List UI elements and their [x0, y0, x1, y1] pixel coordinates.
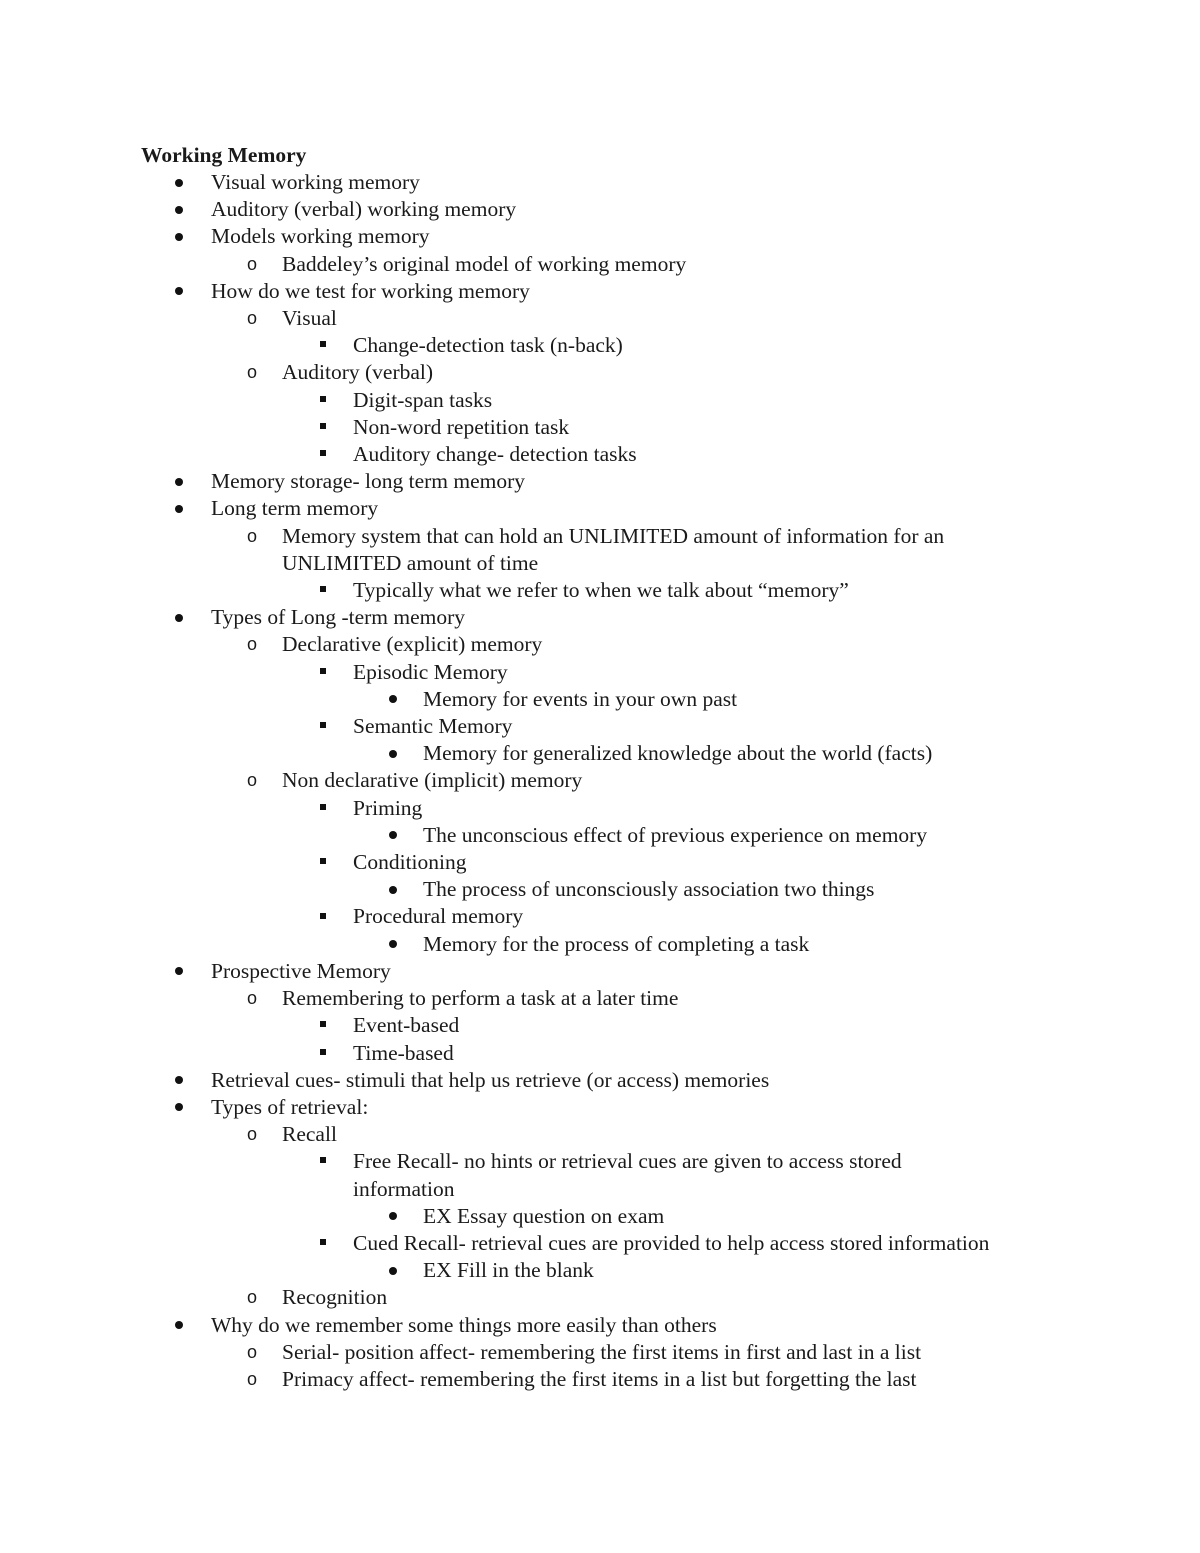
list-item-text: EX Fill in the blank — [423, 1258, 594, 1283]
square-bullet-icon — [316, 903, 330, 930]
list-item — [141, 387, 1101, 414]
list-item-text: Semantic Memory — [353, 714, 513, 739]
circle-bullet-icon: o — [246, 525, 257, 546]
square-bullet-icon — [316, 1148, 330, 1175]
list-item — [141, 1148, 1101, 1175]
list-item — [141, 659, 1101, 686]
bullet-icon — [172, 223, 186, 250]
list-item-text: Models working memory — [211, 224, 430, 249]
list-item — [141, 686, 1101, 713]
list-item-text: The unconscious effect of previous experience on memory — [423, 822, 928, 847]
square-bullet-icon — [316, 1012, 330, 1039]
list-item-text: Retrieval cues- stimuli that help us retrieve (or access) memories — [211, 1067, 770, 1092]
square-bullet-icon — [316, 577, 330, 604]
list-item — [141, 359, 1101, 386]
list-item — [141, 822, 1101, 849]
list-item-text: Non-word repetition task — [353, 414, 570, 439]
list-item — [141, 1257, 1101, 1284]
bullet-icon — [172, 1067, 186, 1094]
circle-bullet-icon: o — [246, 362, 257, 383]
square-bullet-icon — [316, 795, 330, 822]
circle-bullet-icon: o — [246, 308, 257, 329]
list-item-text: Primacy affect- remembering the first items in a list but forgetting the last — [282, 1366, 917, 1391]
square-bullet-icon — [316, 1040, 330, 1067]
list-item-text: UNLIMITED amount of time — [282, 550, 539, 575]
list-item — [141, 523, 1101, 550]
bullet-icon — [386, 740, 400, 767]
list-item — [141, 958, 1101, 985]
list-item — [141, 795, 1101, 822]
list-item — [141, 441, 1101, 468]
list-item-text: Procedural memory — [353, 904, 524, 929]
document-body — [141, 142, 1101, 1393]
list-item-text: Memory for events in your own past — [423, 686, 738, 711]
list-item-text: Conditioning — [353, 850, 467, 875]
list-item — [141, 903, 1101, 930]
list-item-text: information — [353, 1176, 455, 1201]
square-bullet-icon — [316, 387, 330, 414]
circle-bullet-icon: o — [246, 634, 257, 655]
list-item — [141, 740, 1101, 767]
bullet-icon — [172, 278, 186, 305]
list-item — [141, 1366, 1101, 1393]
list-item — [141, 169, 1101, 196]
square-bullet-icon — [316, 659, 330, 686]
circle-bullet-icon: o — [246, 1368, 257, 1389]
circle-bullet-icon: o — [246, 1124, 257, 1145]
list-item — [141, 931, 1101, 958]
list-item-text: Memory for the process of completing a task — [423, 931, 810, 956]
circle-bullet-icon: o — [246, 988, 257, 1009]
list-item-text: The process of unconsciously association two things — [423, 877, 875, 902]
list-item-text: Free Recall- no hints or retrieval cues are given to access stored — [353, 1149, 902, 1174]
list-item — [141, 550, 1101, 577]
list-item-text: Auditory (verbal) — [282, 360, 434, 385]
list-item-text: Auditory (verbal) working memory — [211, 197, 517, 222]
page-title: Working Memory — [141, 143, 307, 167]
square-bullet-icon — [316, 713, 330, 740]
list-item — [141, 1176, 1101, 1203]
list-item-text: Digit-span tasks — [353, 387, 493, 412]
list-item-text: Visual — [282, 306, 337, 331]
list-item — [141, 332, 1101, 359]
list-item — [141, 631, 1101, 658]
bullet-icon — [172, 495, 186, 522]
list-item-text: Remembering to perform a task at a later time — [282, 986, 679, 1011]
list-item — [141, 495, 1101, 522]
list-item-text: Memory for generalized knowledge about the world (facts) — [423, 741, 933, 766]
list-item-text: Long term memory — [211, 496, 379, 521]
list-item-text: Why do we remember some things more easily than others — [211, 1312, 717, 1337]
bullet-icon — [172, 468, 186, 495]
outline-list — [141, 169, 1101, 1393]
list-item-text: Types of Long -term memory — [211, 605, 466, 630]
list-item-text: Priming — [353, 795, 423, 820]
list-item — [141, 767, 1101, 794]
bullet-icon — [386, 686, 400, 713]
list-item — [141, 305, 1101, 332]
list-item-text: Baddeley’s original model of working memory — [282, 251, 687, 276]
list-item — [141, 1094, 1101, 1121]
bullet-icon — [386, 931, 400, 958]
list-item — [141, 876, 1101, 903]
bullet-icon — [386, 1257, 400, 1284]
list-item-text: Serial- position affect- remembering the first items in first and last in a list — [282, 1339, 922, 1364]
circle-bullet-icon: o — [246, 770, 257, 791]
list-item — [141, 278, 1101, 305]
list-item-text: Types of retrieval: — [211, 1094, 369, 1119]
square-bullet-icon — [316, 1230, 330, 1257]
bullet-icon — [172, 958, 186, 985]
bullet-icon — [386, 1203, 400, 1230]
list-item — [141, 1312, 1101, 1339]
list-item — [141, 713, 1101, 740]
list-item — [141, 1284, 1101, 1311]
bullet-icon — [172, 196, 186, 223]
list-item — [141, 1121, 1101, 1148]
list-item-text: Episodic Memory — [353, 659, 508, 684]
list-item-text: Recognition — [282, 1285, 388, 1310]
list-item-text: How do we test for working memory — [211, 278, 530, 303]
list-item — [141, 1012, 1101, 1039]
list-item — [141, 196, 1101, 223]
list-item-text: Non declarative (implicit) memory — [282, 768, 583, 793]
list-item-text: Change-detection task (n-back) — [353, 333, 623, 358]
list-item-text: Typically what we refer to when we talk about “memory” — [353, 578, 849, 603]
list-item-text: Memory storage- long term memory — [211, 469, 526, 494]
bullet-icon — [172, 604, 186, 631]
list-item — [141, 1040, 1101, 1067]
bullet-icon — [172, 169, 186, 196]
list-item — [141, 223, 1101, 250]
list-item-text: Declarative (explicit) memory — [282, 632, 543, 657]
list-item-text: Visual working memory — [211, 170, 420, 194]
list-item — [141, 604, 1101, 631]
square-bullet-icon — [316, 414, 330, 441]
bullet-icon — [172, 1094, 186, 1121]
list-item — [141, 251, 1101, 278]
list-item-text: Cued Recall- retrieval cues are provided to help access stored information — [353, 1230, 990, 1255]
list-item-text: Recall — [282, 1122, 337, 1147]
bullet-icon — [386, 822, 400, 849]
circle-bullet-icon: o — [246, 1341, 257, 1362]
list-item — [141, 1230, 1101, 1257]
list-item — [141, 414, 1101, 441]
square-bullet-icon — [316, 332, 330, 359]
list-item — [141, 1203, 1101, 1230]
list-item-text: Auditory change- detection tasks — [353, 442, 637, 467]
list-item — [141, 468, 1101, 495]
list-item-text: EX Essay question on exam — [423, 1203, 665, 1228]
list-item-text: Memory system that can hold an UNLIMITED amount of information for an — [282, 523, 945, 548]
circle-bullet-icon: o — [246, 253, 257, 274]
list-item-text: Prospective Memory — [211, 958, 391, 983]
list-item-text: Event-based — [353, 1013, 460, 1038]
bullet-icon — [172, 1312, 186, 1339]
list-item-text: Time-based — [353, 1040, 454, 1065]
list-item — [141, 849, 1101, 876]
square-bullet-icon — [316, 849, 330, 876]
list-item — [141, 1339, 1101, 1366]
square-bullet-icon — [316, 441, 330, 468]
list-item — [141, 985, 1101, 1012]
list-item — [141, 577, 1101, 604]
bullet-icon — [386, 876, 400, 903]
list-item — [141, 1067, 1101, 1094]
circle-bullet-icon: o — [246, 1287, 257, 1308]
